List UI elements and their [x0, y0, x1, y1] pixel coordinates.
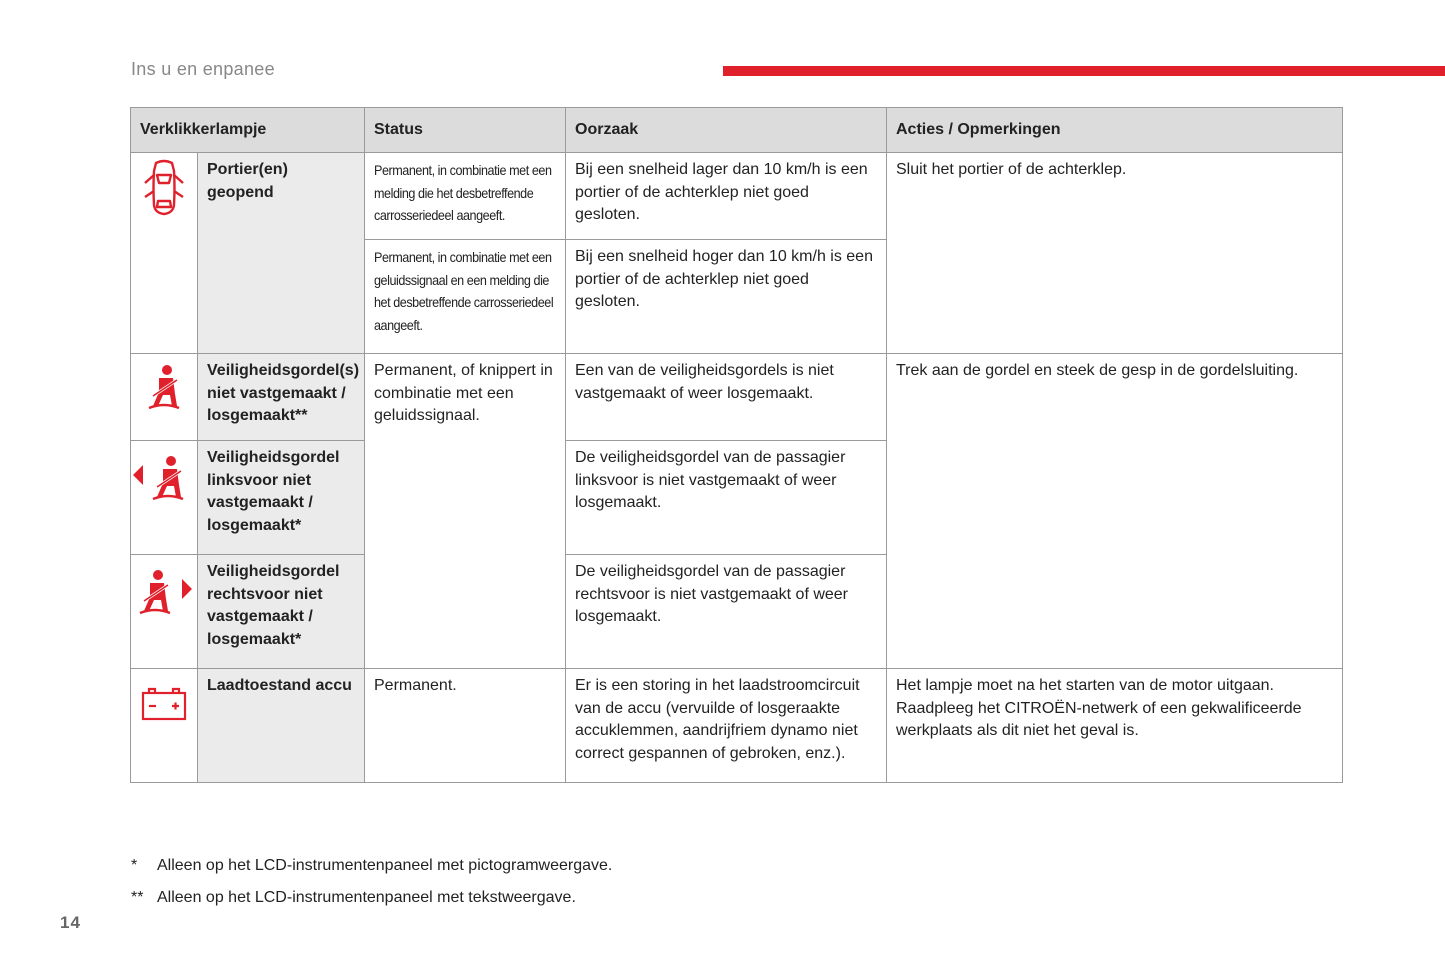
table-header-row	[131, 108, 1343, 153]
lamp-name: Veiligheidsgordel rechtsvoor niet vastgemaakt / losgemaakt*	[198, 555, 365, 669]
cause-text: Een van de veiligheidsgordels is niet vastgemaakt of weer losgemaakt.	[566, 354, 887, 441]
footnote-mark: **	[131, 889, 144, 906]
cause-text: De veiligheidsgordel van de passagier linksvoor is niet vastgemaakt of weer losgemaakt.	[566, 441, 887, 555]
footnote	[131, 889, 576, 907]
page-number: 14	[60, 913, 81, 932]
footnote-text: Alleen op het LCD-instrumentenpaneel met tekstweergave.	[157, 889, 576, 906]
status-text: Permanent.	[365, 669, 566, 783]
battery-icon	[131, 669, 198, 783]
header-actions: Acties / Opmerkingen	[887, 108, 1343, 153]
lamp-name: Veiligheidsgordel(s) niet vastgemaakt / losgemaakt**	[198, 354, 365, 441]
footnote-mark: *	[131, 857, 138, 874]
header-cause: Oorzaak	[566, 108, 887, 153]
cause-text: Bij een snelheid hoger dan 10 km/h is een portier of de achterklep niet goed gesloten.	[566, 240, 887, 354]
header-status: Status	[365, 108, 566, 153]
seatbelt-left-icon	[131, 441, 198, 555]
status-text: Permanent, in combinatie met een geluidssignaal en een melding die het desbetreffende carrosseriedeel aangeeft.	[365, 240, 566, 354]
footnote-text: Alleen op het LCD-instrumentenpaneel met pictogramweergave.	[157, 857, 613, 874]
cause-text: De veiligheidsgordel van de passagier rechtsvoor is niet vastgemaakt of weer losgemaakt.	[566, 555, 887, 669]
table-row	[131, 354, 1343, 441]
warning-lamps-table	[130, 107, 1343, 783]
table-row	[131, 669, 1343, 783]
lamp-name: Veiligheidsgordel linksvoor niet vastgemaakt / losgemaakt*	[198, 441, 365, 555]
status-text: Permanent, of knippert in combinatie met een geluidssignaal.	[365, 354, 566, 669]
action-text: Het lampje moet na het starten van de motor uitgaan. Raadpleeg het CITROËN-netwerk of een gekwalificeerde werkplaats als dit niet het geval is.	[887, 669, 1343, 783]
cause-text: Bij een snelheid lager dan 10 km/h is een portier of de achterklep niet goed gesloten.	[566, 153, 887, 240]
header-accent-bar	[723, 66, 1445, 76]
cause-text: Er is een storing in het laadstroomcircuit van de accu (vervuilde of losgeraakte accuklemmen, aandrijfriem dynamo niet correct gespannen of gebroken, enz.).	[566, 669, 887, 783]
status-text: Permanent, in combinatie met een melding die het desbetreffende carrosseriedeel aangeeft.	[365, 153, 566, 240]
header-lamp: Verklikkerlampje	[131, 108, 365, 153]
action-text: Sluit het portier of de achterklep.	[887, 153, 1343, 354]
action-text: Trek aan de gordel en steek de gesp in de gordelsluiting.	[887, 354, 1343, 669]
door-open-icon	[131, 153, 198, 354]
table-row	[131, 153, 1343, 240]
seatbelt-right-icon	[131, 555, 198, 669]
section-title: Ins u en enpanee	[131, 59, 275, 79]
footnote	[131, 857, 612, 875]
lamp-name: Portier(en) geopend	[198, 153, 365, 354]
seatbelt-icon	[131, 354, 198, 441]
lamp-name: Laadtoestand accu	[198, 669, 365, 783]
